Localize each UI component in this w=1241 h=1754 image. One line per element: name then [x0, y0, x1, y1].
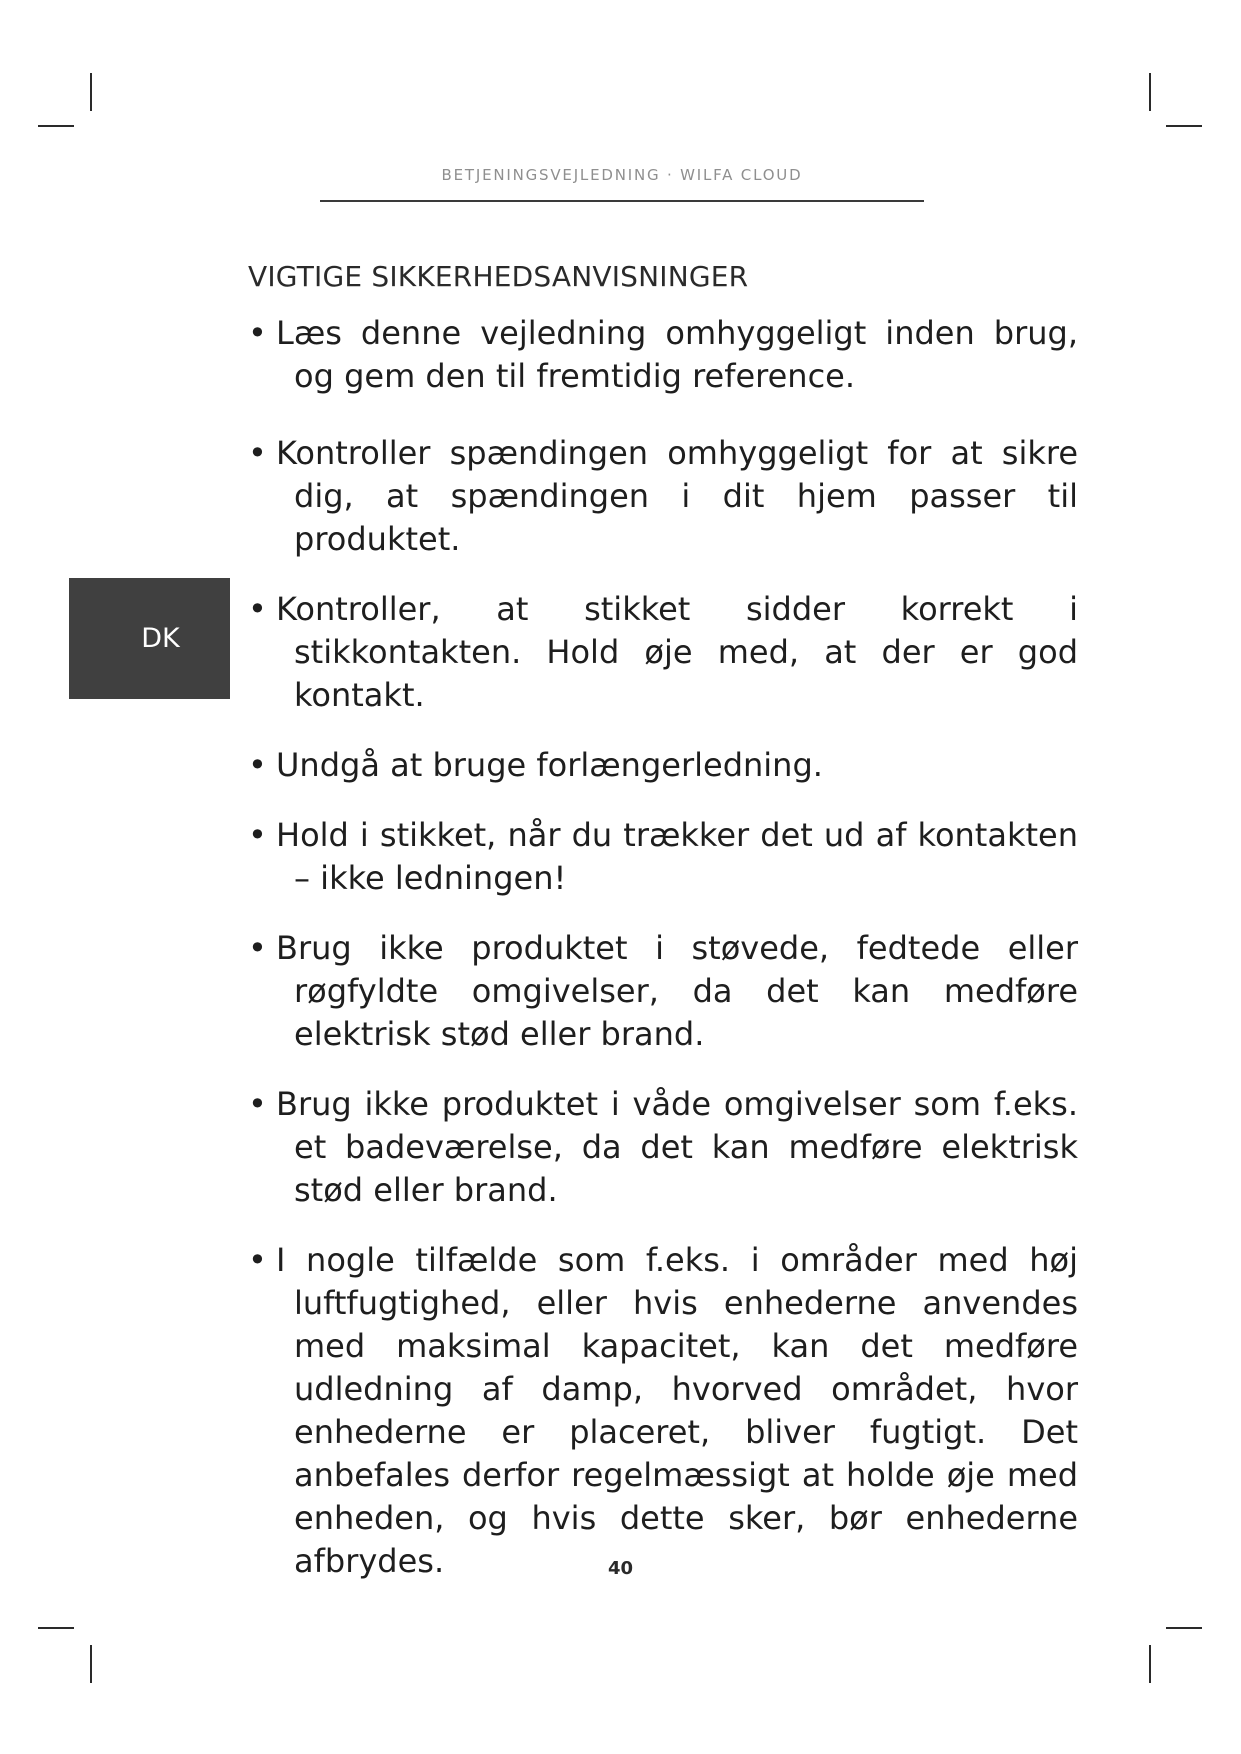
list-item-text: Kontroller spændingen omhyggeligt for at sikre dig, at spændingen i dit hjem passer til produktet. [276, 434, 1078, 558]
bullet-icon: • [248, 816, 267, 854]
crop-mark-top-left-vertical [90, 73, 92, 111]
bullet-icon: • [248, 434, 267, 472]
list-item [248, 432, 1078, 561]
bullet-icon: • [248, 1241, 267, 1279]
crop-mark-bottom-right-vertical [1149, 1645, 1151, 1683]
list-item-text: Læs denne vejledning omhyggeligt inden brug, og gem den til fremtidig reference. [276, 314, 1078, 395]
list-item-text: Brug ikke produktet i støvede, fedtede eller røgfyldte omgivelser, da det kan medføre elektrisk stød eller brand. [276, 929, 1078, 1053]
bullet-icon: • [248, 1085, 267, 1123]
language-tab-label: DK [141, 623, 180, 654]
bullet-icon: • [248, 746, 267, 784]
list-item-text: I nogle tilfælde som f.eks. i områder med høj luftfugtighed, eller hvis enhederne anvendes med maksimal kapacitet, kan det medføre udledning af damp, hvorved området, hvor enhederne er placeret, bliver fugtigt. Det anbefales derfor regelmæssigt at holde øje med enheden, og hvis dette sker, bør enhederne afbrydes. [276, 1241, 1078, 1580]
page-number: 40 [607, 1558, 634, 1579]
list-item [248, 814, 1078, 900]
list-item-text: Undgå at bruge forlængerledning. [276, 746, 823, 784]
list-item [248, 588, 1078, 717]
bullet-icon: • [248, 590, 267, 628]
crop-mark-bottom-left-horizontal [38, 1627, 74, 1629]
list-item-text: Brug ikke produktet i våde omgivelser som f.eks. et badeværelse, da det kan medføre elektrisk stød eller brand. [276, 1085, 1078, 1209]
bullet-icon: • [248, 929, 267, 967]
list-item [248, 927, 1078, 1056]
safety-instructions-list [248, 312, 1078, 1583]
bullet-icon: • [248, 314, 267, 352]
header-rule [320, 200, 924, 202]
language-tab [69, 578, 230, 699]
list-item-text: Kontroller, at stikket sidder korrekt i stikkontakten. Hold øje med, at der er god kontakt. [276, 590, 1078, 714]
crop-mark-bottom-left-vertical [90, 1645, 92, 1683]
crop-mark-top-left-horizontal [38, 125, 74, 127]
list-item [248, 1083, 1078, 1212]
section-title: VIGTIGE SIKKERHEDSANVISNINGER [248, 260, 749, 293]
crop-mark-bottom-right-horizontal [1166, 1627, 1202, 1629]
crop-mark-top-right-vertical [1149, 73, 1151, 111]
list-item [248, 1239, 1078, 1583]
crop-mark-top-right-horizontal [1166, 125, 1202, 127]
running-header: BETJENINGSVEJLEDNING · WILFA CLOUD [441, 166, 803, 184]
list-item [248, 312, 1078, 398]
list-item [248, 744, 1078, 787]
list-item-text: Hold i stikket, når du trækker det ud af kontakten – ikke ledningen! [276, 816, 1078, 897]
